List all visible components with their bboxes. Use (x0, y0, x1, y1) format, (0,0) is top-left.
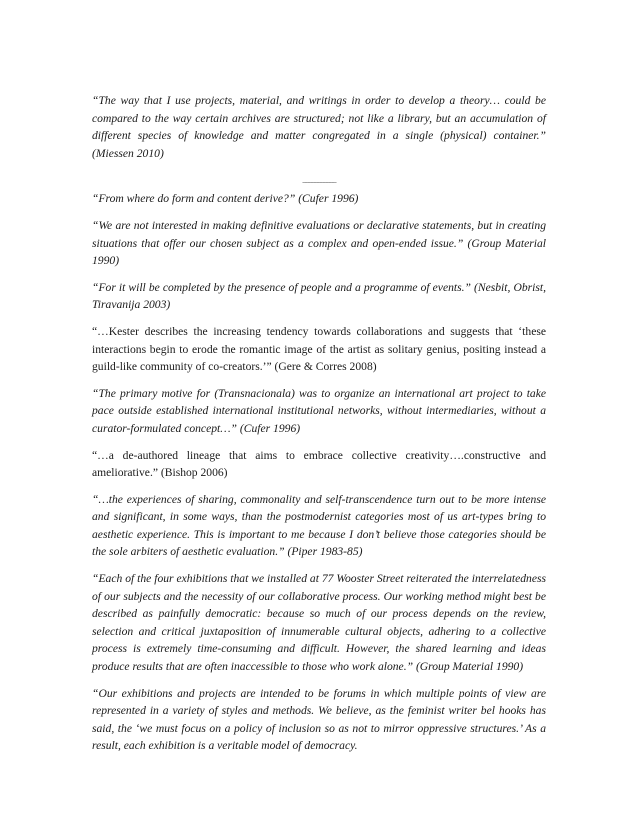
quote-cufer-1996-form: “From where do form and content derive?” (Cufer 1996) (92, 192, 359, 206)
quotes-column (92, 92, 546, 764)
quote-bishop-2006: “…a de-authored lineage that aims to embrace collective creativity….constructive and ameliorative.” (Bishop 2006) (92, 448, 546, 480)
quote-group-material-1990-wooster: “Each of the four exhibitions that we installed at 77 Wooster Street reiterated the interrelatedness of our subjects and the necessity of our collaborative process. Our working method might best be described as painfully democratic: because so much of our process depends on the review, selection and critical juxtaposition of innumerable cultural objects, adhering to a collective process is extremely time-consuming and difficult. However, the shared learning and ideas produce results that are often inaccessible to those who work alone.” (Group Material 1990) (92, 572, 546, 674)
quote-cufer-1996-transnacionala: “The primary motive for (Transnacionala) was to organize an international art project to take pace outside established international institutional networks, without intermediaries, without a curator-formulated concept…” (Cufer 1996) (92, 386, 546, 435)
quote-piper-1983-85: “…the experiences of sharing, commonality and self-transcendence turn out to be more intense and significant, in some ways, than the postmodernist categories most of us art-types bring to aesthetic experience. This is important to me because I don’t believe those categories should be the sole arbiters of aesthetic evaluation.” (Piper 1983-85) (92, 492, 546, 559)
quote-group-material-1990-evaluations: “We are not interested in making definitive evaluations or declarative statements, but in creating situations that offer our chosen subject as a complex and open-ended issue.” (Group Material 1990) (92, 218, 546, 268)
quote-miessen-2010: “The way that I use projects, material, and writings in order to develop a theory… could be compared to the way certain archives are structured; not like a library, but an accumulation of different species of knowledge and matter congregated in a single (physical) container.” (Miessen 2010) (92, 94, 546, 160)
quote-exhibitions-forums: “Our exhibitions and projects are intended to be forums in which multiple points of view are represented in a variety of styles and methods. We believe, as the feminist writer bel hooks has said, the ‘we must focus on a policy of inclusion so as not to mirror oppressive structures.’ As a result, each exhibition is a veritable model of democracy. (92, 686, 546, 753)
quote-nesbit-obrist-tiravanija-2003: “For it will be completed by the presence of people and a programme of events.” (Nesbit, Obrist, Tiravanija 2003) (92, 280, 546, 312)
quote-gere-corres-2008: “…Kester describes the increasing tendency towards collaborations and suggests that ‘these interactions begin to erode the romantic image of the artist as solitary genius, positing instead a guild-like community of co-creators.’” (Gere & Corres 2008) (92, 324, 546, 374)
section-separator: ___________ (302, 175, 336, 185)
